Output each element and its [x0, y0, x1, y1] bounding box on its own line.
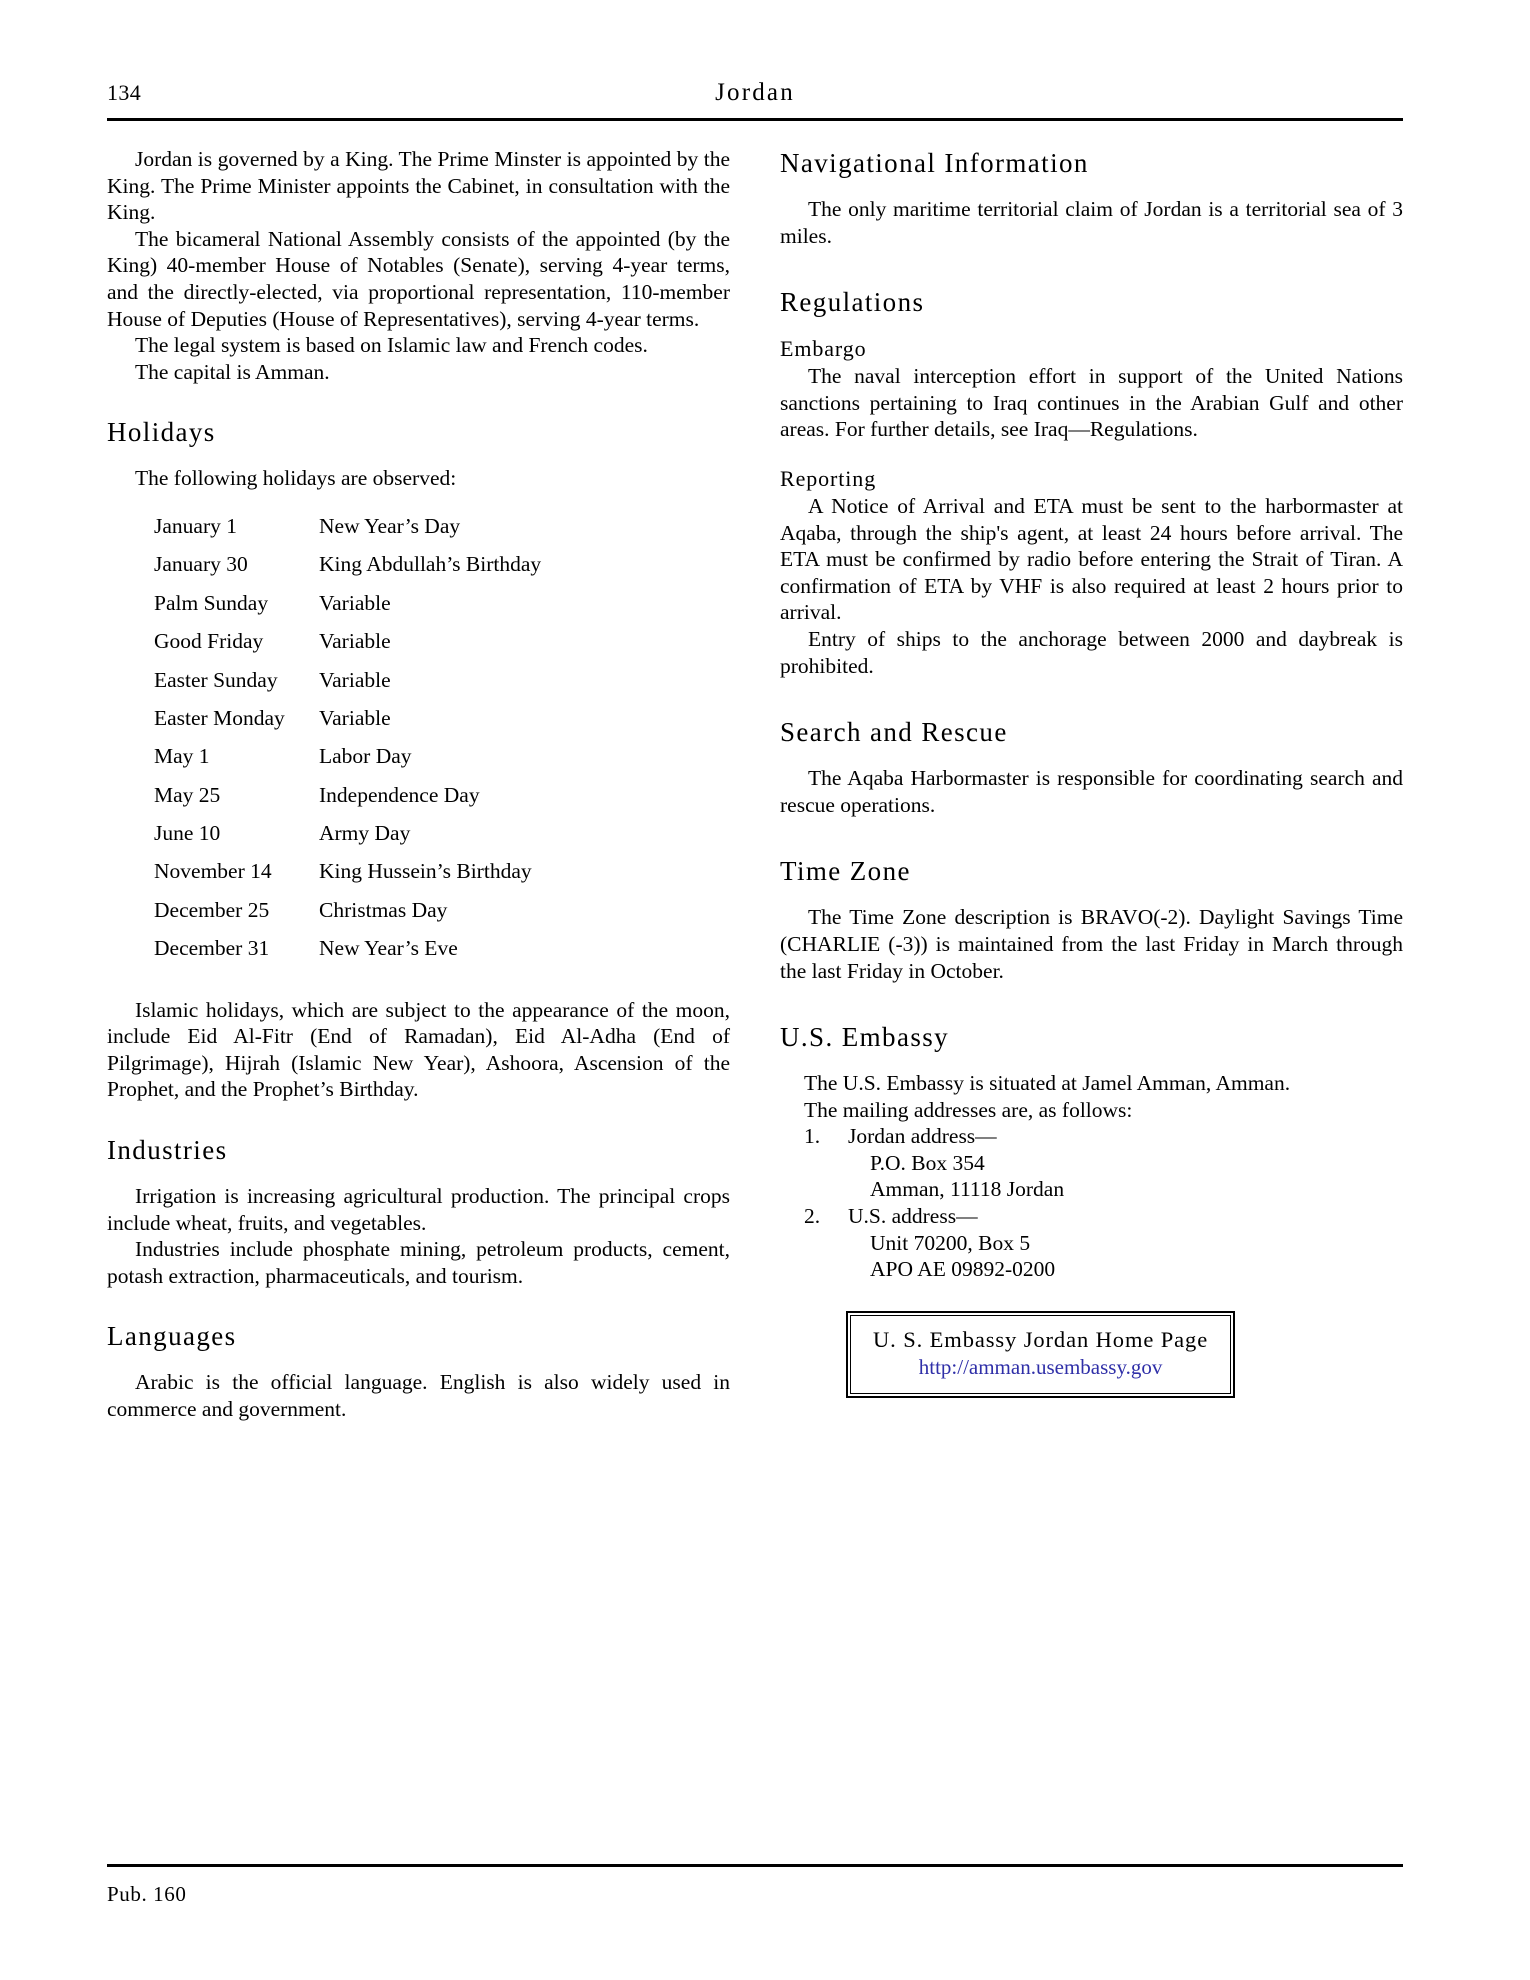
chapter-title: Jordan [715, 79, 795, 106]
table-row [154, 552, 541, 590]
section-heading-us-embassy: U.S. Embassy [780, 1022, 950, 1053]
holiday-date: November 14 [154, 859, 272, 884]
list-item [780, 1203, 1403, 1283]
paragraph-legal-system: The legal system is based on Islamic law and French codes. [135, 333, 648, 358]
holiday-name: Independence Day [319, 782, 480, 807]
holiday-date: January 1 [154, 513, 237, 538]
table-row [154, 706, 541, 744]
holiday-name: Labor Day [319, 744, 412, 769]
holiday-date: December 31 [154, 936, 270, 961]
subsection-heading-reporting: Reporting [780, 465, 877, 491]
left-column [107, 146, 730, 1423]
holiday-date: December 25 [154, 897, 270, 922]
section-heading-time-zone: Time Zone [780, 856, 911, 887]
paragraph-industries-2: Industries include phosphate mining, petroleum products, cement, potash extraction, pharmaceuticals, and tourism. [107, 1237, 730, 1288]
paragraph-industries-1: Irrigation is increasing agricultural production. The principal crops include wheat, fruits, and vegetables. [107, 1184, 730, 1235]
holiday-name: Variable [319, 667, 391, 692]
holiday-name: Variable [319, 629, 391, 654]
paragraph-languages-1: Arabic is the official language. English is also widely used in commerce and government. [107, 1370, 730, 1421]
holiday-date: Easter Sunday [154, 667, 278, 692]
table-row [154, 936, 541, 974]
table-row [154, 821, 541, 859]
paragraph-reporting-1: A Notice of Arrival and ETA must be sent to the harbormaster at Aqaba, through the ship's agent, at least 24 hours before arrival. The ETA must be confirmed by radio before entering the Strait of Tiran. A confirmation of ETA by VHF is also required at least 2 hours prior to arrival. [780, 493, 1403, 625]
table-row [154, 898, 541, 936]
holidays-table [154, 514, 541, 975]
running-head [107, 78, 1403, 118]
table-row [154, 629, 541, 667]
section-heading-navigational-information: Navigational Information [780, 148, 1089, 178]
holiday-name: King Hussein’s Birthday [319, 859, 532, 884]
table-row [154, 859, 541, 897]
paragraph-search-and-rescue-1: The Aqaba Harbormaster is responsible for coordinating search and rescue operations. [780, 766, 1403, 817]
page-number: 134 [107, 80, 142, 105]
header-rule [107, 118, 1403, 121]
embassy-homepage-box-wrap [780, 1311, 1403, 1398]
table-row [154, 514, 541, 552]
table-row [154, 783, 541, 821]
holiday-date: Good Friday [154, 629, 264, 654]
embassy-homepage-link[interactable]: http://amman.usembassy.gov [918, 1354, 1163, 1379]
paragraph-embassy-mailing-intro: The mailing addresses are, as follows: [804, 1097, 1133, 1122]
holiday-name: Christmas Day [319, 897, 448, 922]
embassy-homepage-title: U. S. Embassy Jordan Home Page [873, 1326, 1209, 1352]
table-row [154, 668, 541, 706]
embassy-homepage-box-inner [850, 1315, 1231, 1394]
paragraph-capital: The capital is Amman. [135, 359, 330, 384]
holiday-name: King Abdullah’s Birthday [319, 552, 542, 577]
holiday-date: June 10 [154, 821, 221, 846]
paragraph-holidays-intro: The following holidays are observed: [135, 466, 457, 491]
footer-publication: Pub. 160 [107, 1882, 187, 1906]
holiday-date: May 1 [154, 744, 210, 769]
embassy-homepage-box [846, 1311, 1235, 1398]
holiday-date: May 25 [154, 782, 221, 807]
address-line: Amman, 11118 Jordan [870, 1177, 1065, 1202]
address-line: Unit 70200, Box 5 [870, 1230, 1031, 1255]
right-column [780, 146, 1403, 1398]
paragraph-navigational-information-1: The only maritime territorial claim of Jordan is a territorial sea of 3 miles. [780, 197, 1403, 248]
holiday-name: New Year’s Eve [319, 936, 458, 961]
table-row [154, 591, 541, 629]
holiday-name: Army Day [319, 821, 411, 846]
section-heading-holidays: Holidays [107, 417, 216, 448]
holiday-date: January 30 [154, 552, 248, 577]
holiday-name: Variable [319, 705, 391, 730]
embassy-address-list [780, 1123, 1403, 1283]
paragraph-reporting-2: Entry of ships to the anchorage between 2000 and daybreak is prohibited. [780, 626, 1403, 678]
paragraph-time-zone-1: The Time Zone description is BRAVO(-2). Daylight Savings Time (CHARLIE (-3)) is maintained from the last Friday in March through the last Friday in October. [780, 905, 1403, 983]
address-line: P.O. Box 354 [870, 1150, 985, 1175]
section-heading-search-and-rescue: Search and Rescue [780, 717, 1008, 748]
paragraph-embargo-1: The naval interception effort in support of the United Nations sanctions pertaining to Iraq continues in the Arabian Gulf and other areas. For further details, see Iraq—Regulations. [780, 364, 1403, 442]
list-item-number: 1. [804, 1124, 821, 1149]
paragraph-government-2: The bicameral National Assembly consists of the appointed (by the King) 40-member House of Notables (Senate), serving 4-year terms, and the directly-elected, via proportional representation, 110-member House of Deputies (House of Representatives), serving 4-year terms. [107, 226, 730, 331]
holiday-name: Variable [319, 590, 391, 615]
section-heading-regulations: Regulations [780, 287, 925, 318]
paragraph-government-1: Jordan is governed by a King. The Prime Minster is appointed by the King. The Prime Minister appoints the Cabinet, in consultation with the King. [107, 147, 730, 225]
list-item-label: Jordan address— [848, 1124, 997, 1149]
holiday-name: New Year’s Day [319, 513, 461, 538]
section-heading-languages: Languages [107, 1321, 237, 1352]
holiday-date: Easter Monday [154, 705, 285, 730]
footer-rule [107, 1864, 1403, 1867]
list-item-label: U.S. address— [848, 1204, 978, 1229]
holiday-date: Palm Sunday [154, 590, 269, 615]
table-row [154, 744, 541, 782]
list-item [780, 1123, 1403, 1203]
section-heading-industries: Industries [107, 1135, 228, 1165]
address-line: APO AE 09892-0200 [870, 1257, 1056, 1282]
list-item-number: 2. [804, 1204, 821, 1229]
subsection-heading-embargo: Embargo [780, 336, 867, 362]
paragraph-islamic-holidays: Islamic holidays, which are subject to the appearance of the moon, include Eid Al-Fitr (End of Ramadan), Eid Al-Adha (End of Pilgrimage), Hijrah (Islamic New Year), Ashoora, Ascension of the Prophet, and the Prophet’s Birthday. [107, 997, 730, 1102]
paragraph-embassy-location: The U.S. Embassy is situated at Jamel Amman, Amman. [804, 1071, 1291, 1096]
